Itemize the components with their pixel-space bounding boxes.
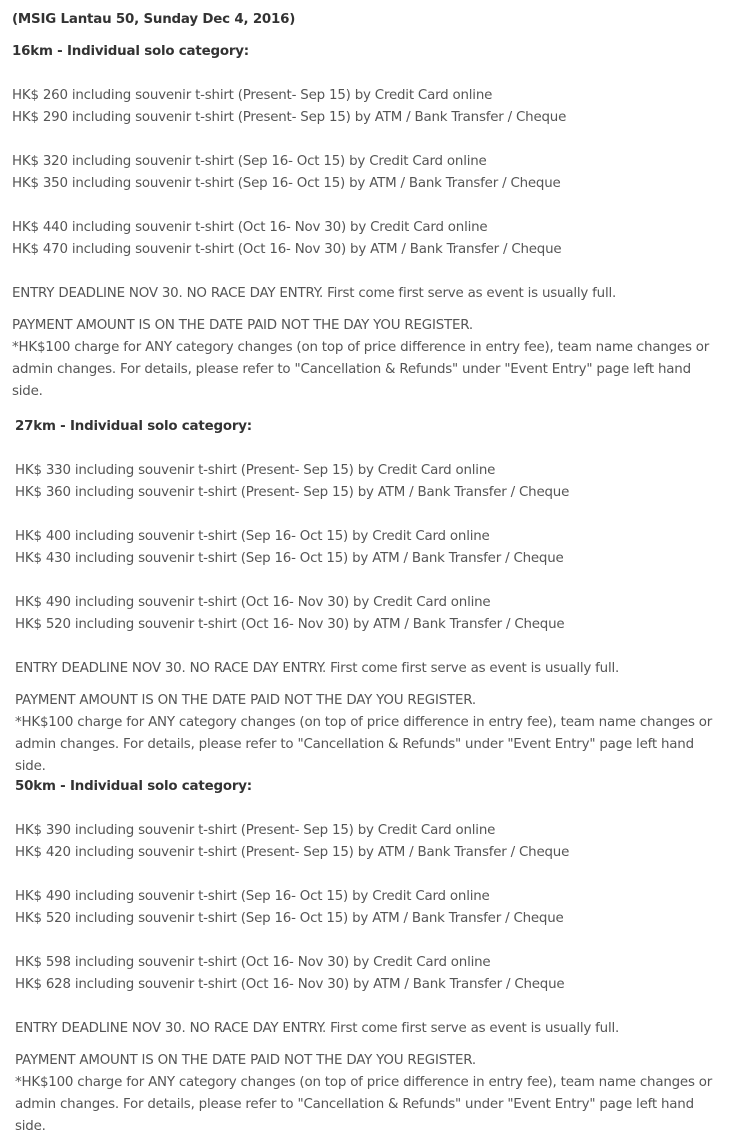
price-line: HK$ 420 including souvenir t-shirt (Present- Sep 15) by ATM / Bank Transfer / Cheque [15,845,570,860]
payment-notice: PAYMENT AMOUNT IS ON THE DATE PAID NOT THE DAY YOU REGISTER. [15,1053,476,1068]
price-line: HK$ 360 including souvenir t-shirt (Present- Sep 15) by ATM / Bank Transfer / Cheque [15,485,570,500]
deadline-notice: ENTRY DEADLINE NOV 30. NO RACE DAY ENTRY. First come first serve as event is usually full. [15,1021,620,1036]
charge-notice: *HK$100 charge for ANY category changes (on top of price difference in entry fee), team name changes or admin changes. For details, please refer to "Cancellation & Refunds" under "Event Entry" page left hand side. [12,340,710,399]
price-line: HK$ 490 including souvenir t-shirt (Oct 16- Nov 30) by Credit Card online [15,595,491,610]
price-line: HK$ 470 including souvenir t-shirt (Oct 16- Nov 30) by ATM / Bank Transfer / Cheque [12,242,562,257]
deadline-notice: ENTRY DEADLINE NOV 30. NO RACE DAY ENTRY. First come first serve as event is usually full. [15,661,620,676]
price-line: HK$ 520 including souvenir t-shirt (Sep 16- Oct 15) by ATM / Bank Transfer / Cheque [15,911,564,926]
price-line: HK$ 628 including souvenir t-shirt (Oct 16- Nov 30) by ATM / Bank Transfer / Cheque [15,977,565,992]
price-line: HK$ 440 including souvenir t-shirt (Oct 16- Nov 30) by Credit Card online [12,220,488,235]
section-title: 27km - Individual solo category: [15,419,252,434]
price-line: HK$ 400 including souvenir t-shirt (Sep 16- Oct 15) by Credit Card online [15,529,490,544]
payment-notice: PAYMENT AMOUNT IS ON THE DATE PAID NOT THE DAY YOU REGISTER. [15,693,476,708]
price-line: HK$ 598 including souvenir t-shirt (Oct 16- Nov 30) by Credit Card online [15,955,491,970]
payment-notice: PAYMENT AMOUNT IS ON THE DATE PAID NOT THE DAY YOU REGISTER. [12,318,473,333]
event-header: (MSIG Lantau 50, Sunday Dec 4, 2016) [12,12,296,27]
price-line: HK$ 390 including souvenir t-shirt (Present- Sep 15) by Credit Card online [15,823,496,838]
price-line: HK$ 320 including souvenir t-shirt (Sep 16- Oct 15) by Credit Card online [12,154,487,169]
charge-notice: *HK$100 charge for ANY category changes (on top of price difference in entry fee), team name changes or admin changes. For details, please refer to "Cancellation & Refunds" under "Event Entry" page left hand side. [15,715,713,774]
charge-notice: *HK$100 charge for ANY category changes (on top of price difference in entry fee), team name changes or admin changes. For details, please refer to "Cancellation & Refunds" under "Event Entry" page left hand side. [15,1075,713,1134]
price-line: HK$ 260 including souvenir t-shirt (Present- Sep 15) by Credit Card online [12,88,493,103]
price-line: HK$ 520 including souvenir t-shirt (Oct 16- Nov 30) by ATM / Bank Transfer / Cheque [15,617,565,632]
price-line: HK$ 330 including souvenir t-shirt (Present- Sep 15) by Credit Card online [15,463,496,478]
price-line: HK$ 350 including souvenir t-shirt (Sep 16- Oct 15) by ATM / Bank Transfer / Cheque [12,176,561,191]
price-line: HK$ 290 including souvenir t-shirt (Present- Sep 15) by ATM / Bank Transfer / Cheque [12,110,567,125]
deadline-notice: ENTRY DEADLINE NOV 30. NO RACE DAY ENTRY. First come first serve as event is usually full. [12,286,617,301]
section-title: 16km - Individual solo category: [12,44,249,59]
section-title: 50km - Individual solo category: [15,779,252,794]
price-line: HK$ 430 including souvenir t-shirt (Sep 16- Oct 15) by ATM / Bank Transfer / Cheque [15,551,564,566]
price-line: HK$ 490 including souvenir t-shirt (Sep 16- Oct 15) by Credit Card online [15,889,490,904]
